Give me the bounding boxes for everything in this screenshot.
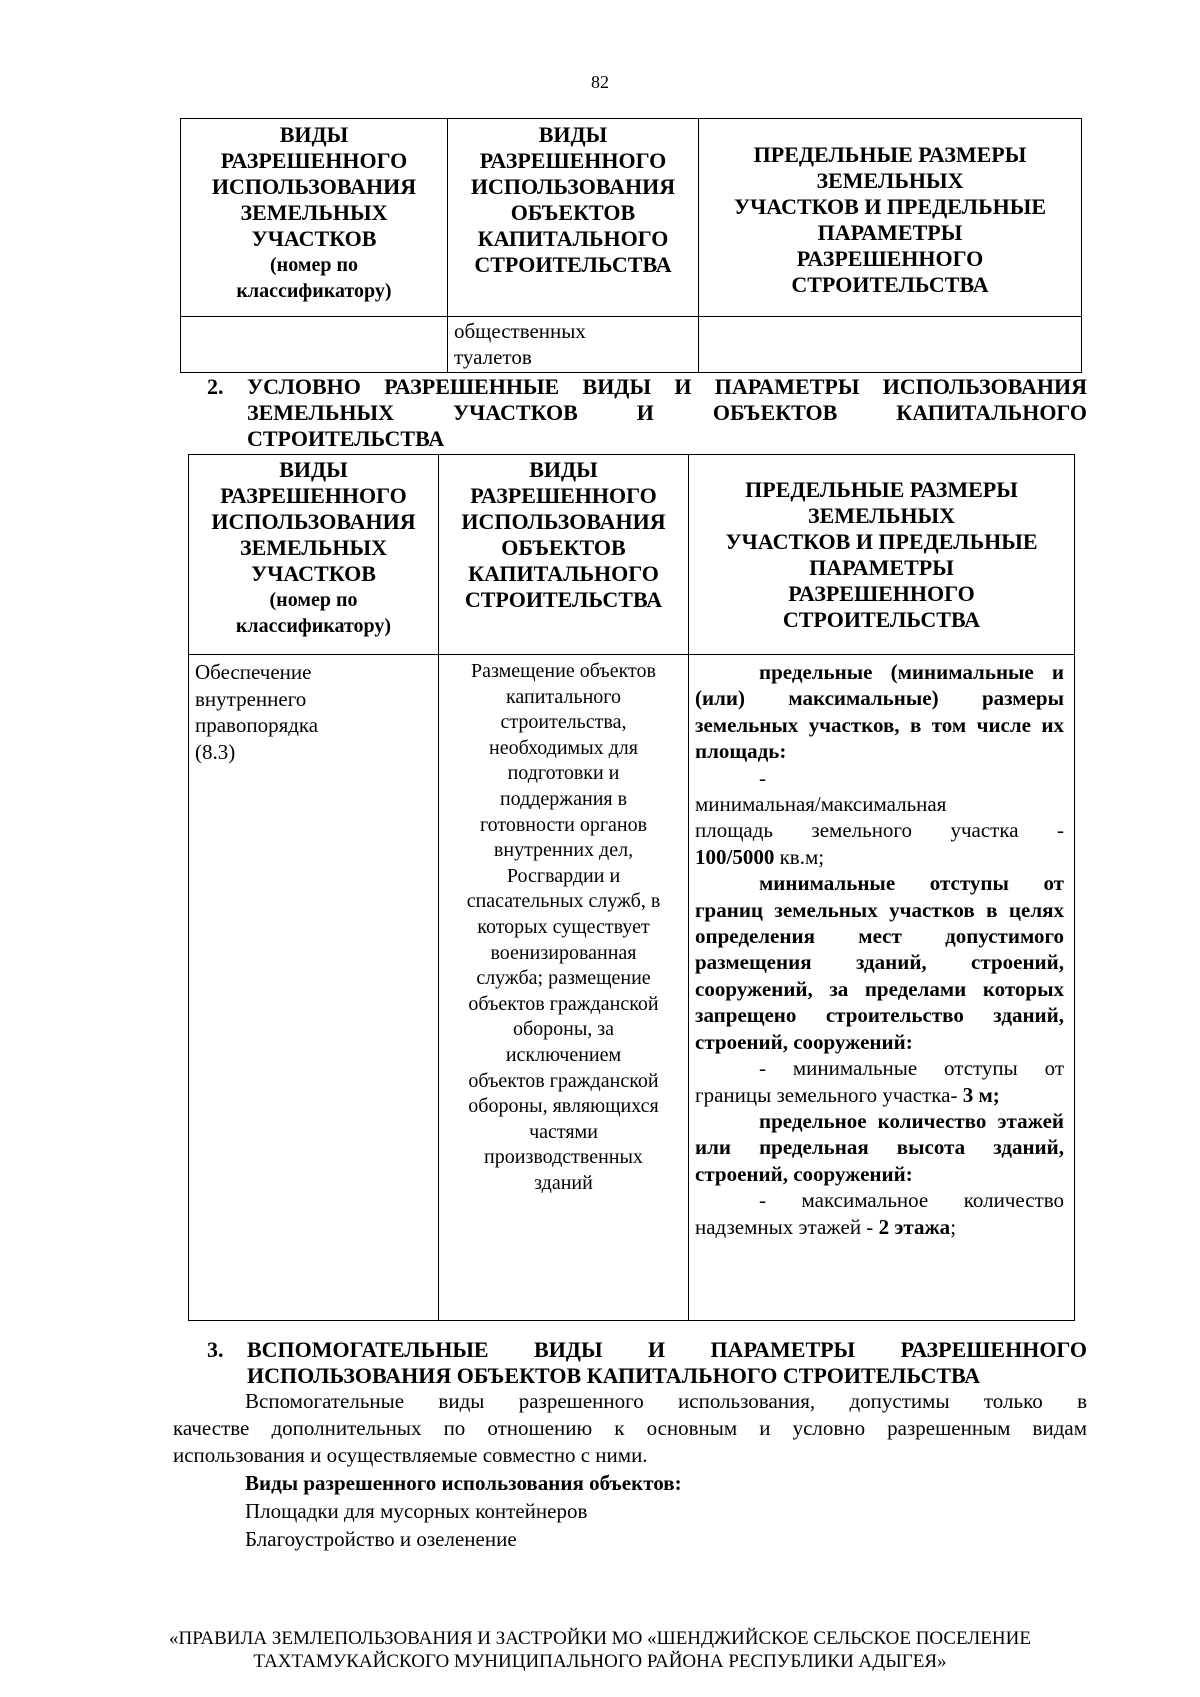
page-footer: [0, 1627, 1200, 1673]
cell-land-use: [181, 317, 448, 373]
section-2-number: 2.: [207, 374, 224, 399]
paragraph-line: Вспомогательные виды разрешенного использования, допустимы только в: [245, 1389, 1087, 1413]
header-col-limits: ПРЕДЕЛЬНЫЕ РАЗМЕРЫ ЗЕМЕЛЬНЫХ УЧАСТКОВ И ПРЕДЕЛЬНЫЕ ПАРАМЕТРЫ РАЗРЕШЕННОГО СТРОИТЕЛЬСТВА: [689, 455, 1075, 655]
cell-limits: [699, 317, 1082, 373]
list-item: Площадки для мусорных контейнеров: [245, 1499, 588, 1523]
header-col-land-use: ВИДЫ РАЗРЕШЕННОГО ИСПОЛЬЗОВАНИЯ ЗЕМЕЛЬНЫХ УЧАСТКОВ (номер по классификатору): [189, 455, 439, 655]
cell-object-use: Размещение объектов капитального строительства, необходимых для подготовки и поддержания в готовности органов внутренних дел, Росгвардии и спасательных служб, в которых существует военизированная служба; размещение объектов гражданской обороны, за исключением объектов гражданской обороны, являющихся частями производственных зданий: [439, 655, 689, 1321]
limits-setback-label: - минимальные отступы от: [759, 1056, 1064, 1081]
table-row: [181, 317, 1082, 373]
dash-marker: -: [759, 765, 766, 790]
footer-line: «ПРАВИЛА ЗЕМЛЕПОЛЬЗОВАНИЯ И ЗАСТРОЙКИ МО «ШЕНДЖИЙСКОЕ СЕЛЬСКОЕ ПОСЕЛЕНИЕ: [169, 1628, 1031, 1649]
section-2-line: УСЛОВНО РАЗРЕШЕННЫЕ ВИДЫ И ПАРАМЕТРЫ ИСПОЛЬЗОВАНИЯ: [247, 374, 1087, 399]
table-continuation: [180, 118, 1082, 373]
cell-object-use: общественных туалетов: [448, 317, 699, 373]
cell-limits: [689, 655, 1075, 1321]
limits-heading-floors: предельное количество этажей или предельная высота зданий, строений, сооружений:: [695, 1108, 1064, 1186]
header-col-object-use: ВИДЫ РАЗРЕШЕННОГО ИСПОЛЬЗОВАНИЯ ОБЪЕКТОВ КАПИТАЛЬНОГО СТРОИТЕЛЬСТВА: [448, 119, 699, 317]
subheading: Виды разрешенного использования объектов:: [245, 1471, 682, 1495]
limits-area-label: минимальная/максимальная: [695, 792, 947, 817]
cell-land-use: Обеспечение внутреннего правопорядка (8.3): [189, 655, 439, 1321]
header-col-land-use: ВИДЫ РАЗРЕШЕННОГО ИСПОЛЬЗОВАНИЯ ЗЕМЕЛЬНЫХ УЧАСТКОВ (номер по классификатору): [181, 119, 448, 317]
limits-heading-sizes: предельные (минимальные и (или) максимальные) размеры земельных участков, в том числе их площадь:: [695, 660, 1064, 764]
paragraph-line: качестве дополнительных по отношению к основным и условно разрешенным видам: [173, 1416, 1087, 1440]
header-col-limits: ПРЕДЕЛЬНЫЕ РАЗМЕРЫ ЗЕМЕЛЬНЫХ УЧАСТКОВ И ПРЕДЕЛЬНЫЕ ПАРАМЕТРЫ РАЗРЕШЕННОГО СТРОИТЕЛЬСТВА: [699, 119, 1082, 317]
section-3-number: 3.: [207, 1337, 224, 1362]
table-header-row: [189, 455, 1075, 655]
limits-floors-value: надземных этажей - 2 этажа;: [695, 1214, 957, 1239]
footer-line: ТАХТАМУКАЙСКОГО МУНИЦИПАЛЬНОГО РАЙОНА РЕСПУБЛИКИ АДЫГЕЯ»: [253, 1651, 947, 1672]
limits-heading-setbacks: минимальные отступы от границ земельных участков в целях определения мест допустимого размещения зданий, строений, сооружений, за пределами которых запрещено строительство зданий, строений, сооружений:: [695, 871, 1064, 1054]
section-3-line: ИСПОЛЬЗОВАНИЯ ОБЪЕКТОВ КАПИТАЛЬНОГО СТРОИТЕЛЬСТВА: [247, 1363, 981, 1388]
section-3-line: ВСПОМОГАТЕЛЬНЫЕ ВИДЫ И ПАРАМЕТРЫ РАЗРЕШЕННОГО: [247, 1337, 1087, 1362]
section-2-line: ЗЕМЕЛЬНЫХ УЧАСТКОВ И ОБЪЕКТОВ КАПИТАЛЬНОГО: [247, 400, 1087, 425]
paragraph-line: использования и осуществляемые совместно с ними.: [173, 1443, 648, 1467]
table-row: [189, 655, 1075, 1321]
limits-setback-value: границы земельного участка- 3 м;: [695, 1082, 1000, 1107]
list-item: Благоустройство и озеленение: [245, 1527, 517, 1551]
limits-floors-label: - максимальное количество: [759, 1188, 1064, 1213]
table-header-row: [181, 119, 1082, 317]
limits-area-label: площадь земельного участка -: [695, 818, 1064, 843]
section-2-line: СТРОИТЕЛЬСТВА: [247, 426, 445, 451]
header-col-object-use: ВИДЫ РАЗРЕШЕННОГО ИСПОЛЬЗОВАНИЯ ОБЪЕКТОВ КАПИТАЛЬНОГО СТРОИТЕЛЬСТВА: [439, 455, 689, 655]
page-number: 82: [591, 72, 609, 92]
limits-area-value: 100/5000 кв.м;: [695, 844, 825, 869]
table-conditional-uses: [188, 454, 1075, 1321]
